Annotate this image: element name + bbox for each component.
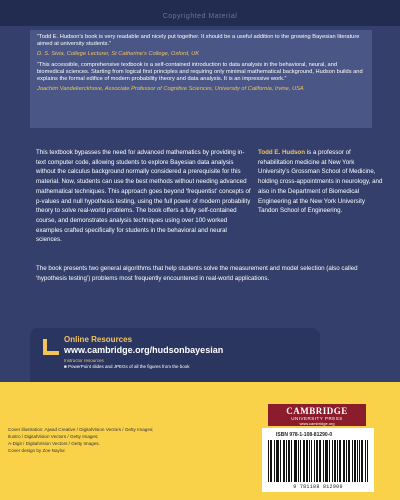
barcode-block <box>262 428 374 492</box>
author-bio <box>258 148 384 216</box>
book-description <box>36 148 254 245</box>
publisher-url: www.cambridge.org <box>299 421 335 426</box>
quote-2-attribution: Joachim Vandekerckhove, Associate Professor of Cognitive Sciences, University of California, Irvine, USA <box>37 86 304 93</box>
publisher-name: CAMBRIDGE <box>286 406 348 416</box>
barcode-icon <box>268 440 368 482</box>
author-name: Todd E. Hudson <box>258 149 305 156</box>
isbn-label: ISBN 978-1-108-81290-0 <box>276 432 333 438</box>
quote-2-text: “This accessible, comprehensive textbook is a self-contained introduction to data analysis in the behavioral, neural, and biomedical sciences. Starting from logical first principles and requiring only minimal mathematical background, Hudson builds and explains the formal edifice of modern probability theory and data analysis. It is an impressive work.” <box>37 61 363 83</box>
author-bio-text: is a professor of rehabilitation medicine at New York University’s Grossman School of Medicine, holding cross-appointments in neurology, and also in the Department of Biomedical Engineering at the New York University Tandon School of Engineering. <box>258 149 383 215</box>
publisher-subname: UNIVERSITY PRESS <box>291 416 343 421</box>
instructor-resources-heading: Instructor resources <box>64 358 104 363</box>
publisher-logo <box>268 404 366 426</box>
arrow-icon <box>39 337 61 359</box>
credit-line: Cover illustration: Ajwad Creative / DigitalVision Vectors / Getty Images; <box>8 427 154 432</box>
instructor-resources-item: ■ PowerPoint slides and JPEGs of all the figures from the book <box>64 364 190 369</box>
quote-1-text: “Todd E. Hudson’s book is very readable and nicely put together. It should be a useful addition to the growing Bayesian literature aimed at university students.” <box>37 34 360 48</box>
book-description-text: This textbook bypasses the need for advanced mathematics by providing in-text computer code, allowing students to explore Bayesian data analysis without the calculus background normally considered a prerequisite for this material. Now, students can use the best methods without needing advanced mathematical techniques. This approach goes beyond ‘frequentist’ concepts of p-values and null hypothesis testing, using the full power of modern probability theory to solve real-world problems. The book offers a fully self-contained course, and demonstrates analysis techniques using over 100 worked examples crafted specifically for students in the behavioral and neural sciences. <box>36 149 251 244</box>
review-quotes <box>30 30 372 128</box>
credit-line: Cover design by Zoe Naylor. <box>8 448 66 453</box>
credit-line: A-Digit / DigitalVision Vectors / Getty Images. <box>8 441 100 446</box>
online-resources-title: Online Resources <box>64 335 133 344</box>
online-resources-url[interactable]: www.cambridge.org/hudsonbayesian <box>64 345 224 355</box>
isbn-digits: 9 781108 812900 <box>293 484 343 490</box>
copyright-banner: Copyrighted Material <box>0 0 400 26</box>
quote-1-attribution: D. S. Sivia, College Lecturer, St Catherine’s College, Oxford, UK <box>37 51 200 58</box>
credit-line: Ilustro / DigitalVision Vectors / Getty Images; <box>8 434 99 439</box>
book-description-2: The book presents two general algorithms that help students solve the measurement and model selection (also called ‘hypothesis testing’) problems most frequently encountered in real-world applications. <box>36 265 358 282</box>
cover-credits <box>8 426 228 454</box>
online-resources-panel <box>30 328 320 382</box>
